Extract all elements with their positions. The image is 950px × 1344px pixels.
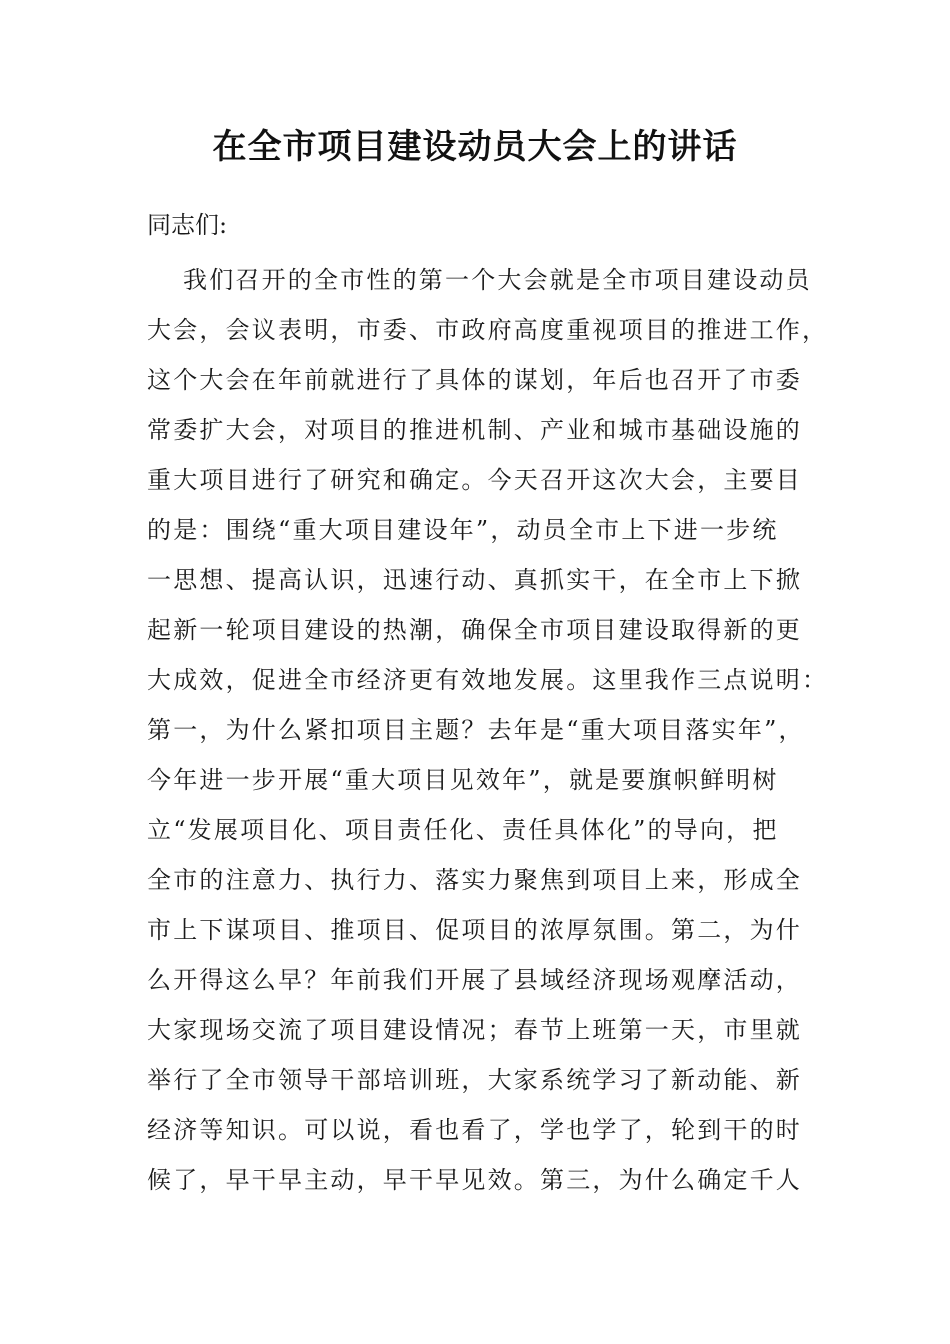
salutation: 同志们: [147, 211, 228, 239]
body-line: 这个大会在年前就进行了具体的谋划，年后也召开了市委 [147, 366, 802, 394]
body-line: 我们召开的全市性的第一个大会就是全市项目建设动员 [183, 266, 812, 294]
body-text [147, 255, 829, 1205]
body-line: 市上下谋项目、推项目、促项目的浓厚氛围。第二，为什 [147, 916, 802, 944]
body-line: 第一，为什么紧扣项目主题？去年是“重大项目落实年”， [147, 716, 805, 744]
body-line: 候了，早干早主动，早干早见效。第三，为什么确定千人 [147, 1166, 802, 1194]
body-line: 经济等知识。可以说，看也看了，学也学了，轮到干的时 [147, 1116, 802, 1144]
body-line: 全市的注意力、执行力、落实力聚焦到项目上来，形成全 [147, 866, 802, 894]
body-line: 的是：围绕“重大项目建设年”，动员全市上下进一步统 [147, 516, 779, 544]
body-line: 常委扩大会，对项目的推进机制、产业和城市基础设施的 [147, 416, 802, 444]
body-line: 大家现场交流了项目建设情况；春节上班第一天，市里就 [147, 1016, 802, 1044]
body-line: 重大项目进行了研究和确定。今天召开这次大会，主要目 [147, 466, 802, 494]
body-line: 大会，会议表明，市委、市政府高度重视项目的推进工作， [147, 316, 829, 344]
body-line: 大成效，促进全市经济更有效地发展。这里我作三点说明： [147, 666, 829, 694]
body-line: 举行了全市领导干部培训班，大家系统学习了新动能、新 [147, 1066, 802, 1094]
body-line: 一思想、提高认识，迅速行动、真抓实干，在全市上下掀 [147, 566, 802, 594]
body-line: 立“发展项目化、项目责任化、责任具体化”的导向，把 [147, 816, 779, 844]
document-title: 在全市项目建设动员大会上的讲话 [212, 127, 738, 167]
body-line: 今年进一步开展“重大项目见效年”，就是要旗帜鲜明树 [147, 766, 779, 794]
body-line: 起新一轮项目建设的热潮，确保全市项目建设取得新的更 [147, 616, 802, 644]
body-line: 么开得这么早？年前我们开展了县域经济现场观摩活动， [147, 966, 802, 994]
